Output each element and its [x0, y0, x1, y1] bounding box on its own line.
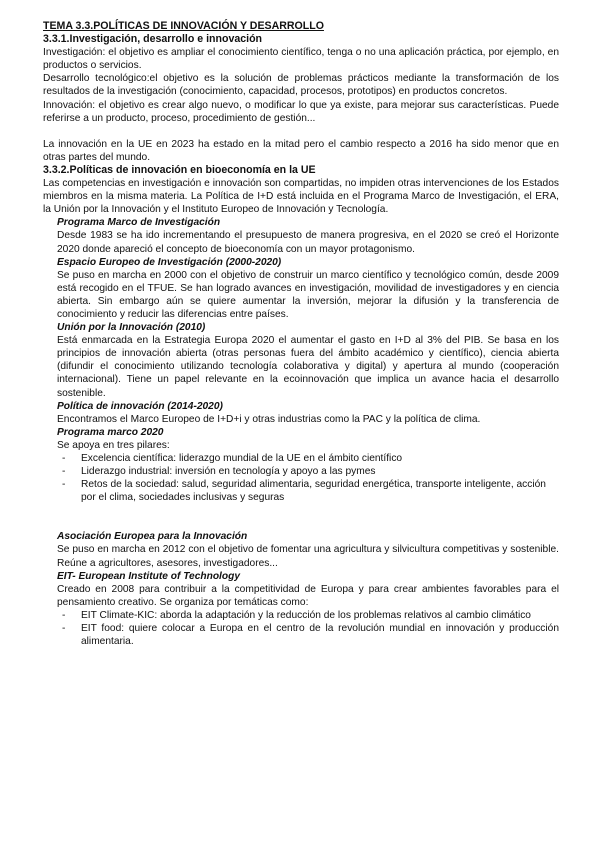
paragraph-desarrollo: Desarrollo tecnológico:el objetivo es la solución de problemas prácticos mediante la transformación de los resultados de la investigación (conocimiento, capacidad, procesos, prototipos) en productos concretos. [43, 73, 559, 98]
subheading-programa-marco-2020: Programa marco 2020 [57, 426, 164, 438]
list-item: - Liderazgo industrial: inversión en tecnología y apoyo a las pymes [62, 466, 376, 478]
subheading-union-innovacion: Unión por la Innovación (2010) [57, 322, 206, 334]
list-item: - Retos de la sociedad: salud, seguridad alimentaria, seguridad energética, transporte inteligente, acción por el clima, sociedades inclusivas y seguras [62, 479, 546, 504]
paragraph-eit: Creado en 2008 para contribuir a la competitividad de Europa y para crear ambientes favorables para el pensamiento creativo. Se organiza por temáticas como: [57, 583, 559, 608]
paragraph-union-innovacion: Está enmarcada en la Estrategia Europa 2020 el aumentar el gasto en I+D al 3% del PIB. Se basa en los principios de innovación abierta (otras personas fuera del ámbito académico y científico), ciencia abierta (difundir el conocimiento utilizando tecnología colaborativa y digital) y apertura al mundo (cooperación internacional). Tiene un papel relevante en la ecoinnovación que implica un avance hacia el desarrollo sostenible. [57, 335, 559, 399]
paragraph-innovacion-ue: La innovación en la UE en 2023 ha estado en la mitad pero el cambio respecto a 2016 ha sido menor que en otras partes del mundo. [43, 138, 559, 163]
paragraph-pilares-intro: Se apoya en tres pilares: [57, 439, 170, 451]
document-page [43, 20, 559, 648]
paragraph-asociacion-europea: Se puso en marcha en 2012 con el objetivo de fomentar una agricultura y silvicultura competitivas y sostenible. Reúne a agricultores, asesores, investigadores... [57, 544, 559, 569]
paragraph-competencias: Las competencias en investigación e innovación son compartidas, no impiden otras intervenciones de los Estados miembros en la misma materia. La Política de I+D está incluida en el Programa Marco de Investigación, el ERA, la Unión por la Innovación y el Instituto Europeo de Innovación y Tecnología. [43, 178, 559, 216]
document-title: TEMA 3.3.POLÍTICAS DE INNOVACIÓN Y DESARROLLO [43, 20, 324, 32]
subheading-asociacion-europea: Asociación Europea para la Innovación [57, 531, 248, 543]
subheading-eit: EIT- European Institute of Technology [57, 570, 241, 582]
section-heading-3-3-1: 3.3.1.Investigación, desarrollo e innovación [43, 33, 263, 46]
eit-list [43, 609, 559, 648]
paragraph-politica-innovacion: Encontramos el Marco Europeo de I+D+i y otras industrias como la PAC y la política de clima. [57, 413, 481, 425]
subheading-espacio-europeo: Espacio Europeo de Investigación (2000-2020) [57, 256, 282, 268]
section-heading-3-3-2: 3.3.2.Políticas de innovación en bioeconomía en la UE [43, 163, 316, 176]
subheading-programa-marco: Programa Marco de Investigación [57, 217, 221, 229]
subheading-politica-innovacion: Política de innovación (2014-2020) [57, 400, 223, 412]
paragraph-programa-marco: Desde 1983 se ha ido incrementando el presupuesto de manera progresiva, en el 2020 se creó el Horizonte 2020 donde apareció el concepto de bioeconomía con un mayor protagonismo. [57, 230, 559, 255]
spacer [43, 504, 559, 530]
spacer [43, 125, 559, 138]
paragraph-investigacion: Investigación: el objetivo es ampliar el conocimiento científico, tenga o no una aplicación práctica, por ejemplo, en productos o servicios. [43, 47, 559, 72]
list-item: - EIT Climate-KIC: aborda la adaptación y la reducción de los problemas relativos al cambio climático [62, 609, 531, 621]
pilares-list [43, 452, 559, 504]
paragraph-innovacion: Innovación: el objetivo es crear algo nuevo, o modificar lo que ya existe, para mejorar sus características. Puede referirse a un producto, proceso, procedimiento de gestión... [43, 99, 559, 124]
list-item: - EIT food: quiere colocar a Europa en el centro de la revolución mundial en innovación y producción alimentaria. [62, 623, 559, 648]
list-item: - Excelencia científica: liderazgo mundial de la UE en el ámbito científico [62, 453, 403, 464]
paragraph-espacio-europeo: Se puso en marcha en 2000 con el objetivo de construir un marco científico y tecnológico común, desde 2009 está recogido en el TFUE. Se han logrado avances en investigación, movilidad de investigadores y en ciencia abierta. Sin embargo aún se quiere aumentar la inversión, mejorar la difusión y la transferencia de conocimiento y reducir las diferencias entre países. [57, 269, 559, 320]
